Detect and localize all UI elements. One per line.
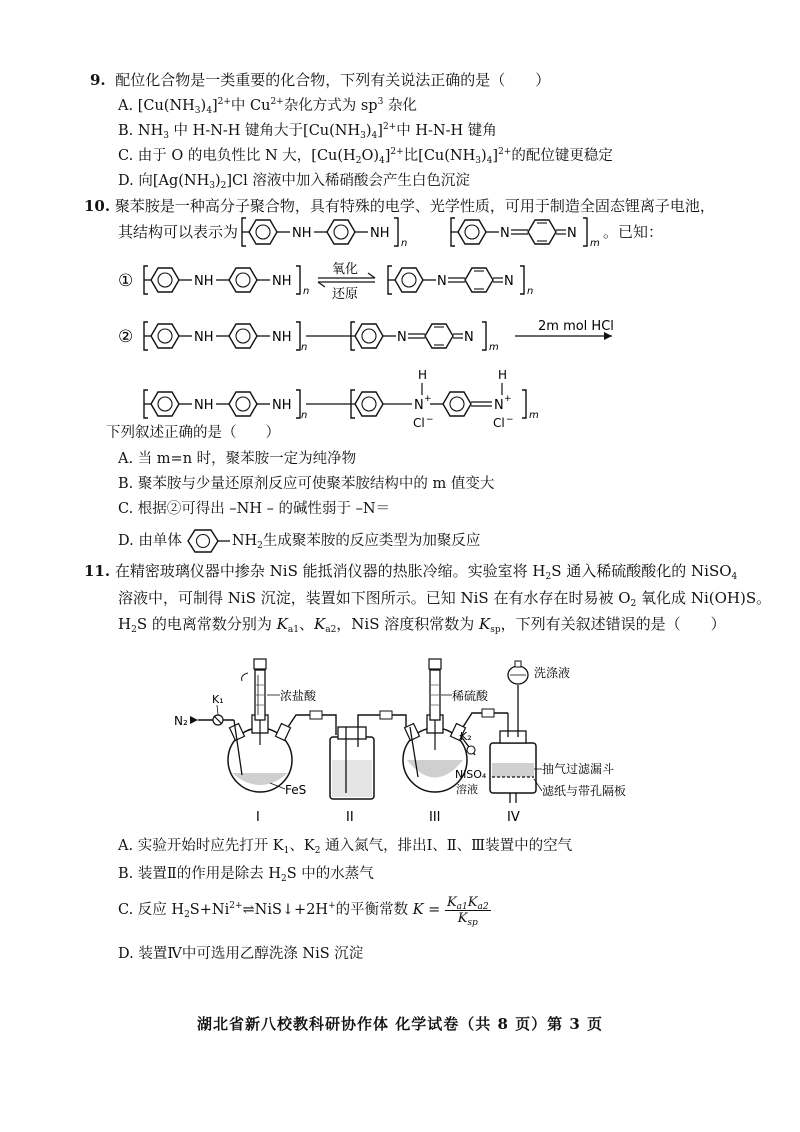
apparatus-iv [490, 661, 626, 825]
aniline-ring [182, 528, 232, 554]
svg-text:H: H [498, 368, 508, 382]
svg-text:n: n [527, 286, 534, 297]
q10-option-c: C. 根据②可得出 –NH – 的碱性弱于 –N＝ [118, 501, 391, 517]
equilibrium-constant-fraction: $\frac{K_{a1}K_{a2}}{K_{sp}}$ [446, 894, 489, 928]
hcl-label: 2m mol HCl [538, 319, 614, 334]
nh-label: NH [292, 226, 312, 241]
q10-stem-line2-pre: 其结构可以表示为 [118, 223, 239, 241]
svg-text:−: − [426, 415, 434, 425]
polyaniline-general-structure [242, 218, 600, 249]
k2-label: K₂ [460, 730, 472, 743]
svg-text:I: I [256, 810, 260, 825]
svg-text:m: m [529, 410, 539, 421]
q11-option-a: A. 实验开始时应先打开 $K_1$、$K_2$ 通入氮气，排出Ⅰ、Ⅱ、Ⅲ装置中的空气 [118, 838, 573, 856]
n2-label: N₂ [174, 714, 188, 728]
fes-label: FeS [285, 783, 307, 797]
solution-label: 溶液 [456, 783, 478, 796]
svg-text:Cl: Cl [493, 416, 505, 430]
equation-2-product [144, 368, 539, 430]
q11-option-b: B. 装置Ⅱ的作用是除去 $H_2S$ 中的水蒸气 [118, 866, 374, 884]
svg-text:NH: NH [194, 274, 214, 289]
apparatus-ii [330, 711, 406, 825]
q11-stem-line1: 11. 在精密玻璃仪器中掺杂 NiS 能抵消仪器的热胀冷缩。实验室将 $H_2S$ 通入稀硫酸酸化的 NiSO$_4$ [84, 562, 738, 582]
svg-text:+: + [424, 394, 432, 404]
q11-stem-line3: $H_2S$ 的电离常数分别为 $K_{a1}$、$K_{a2}$，NiS 溶度积常数为 $K_{sp}$，下列有关叙述错误的是（ ） [118, 615, 726, 635]
q9-stem: 9. 配位化合物是一类重要的化合物，下列有关说法正确的是（ ） [90, 71, 551, 89]
svg-text:N: N [567, 226, 577, 241]
apparatus-diagram [170, 645, 640, 825]
q11-stem-line2: 溶液中，可制得 NiS 沉淀，装置如下图所示。已知 NiS 在有水存在时易被 $O_2$ 氧化成 Ni(OH)S。 [118, 589, 772, 609]
q10-option-b: B. 聚苯胺与少量还原剂反应可使聚苯胺结构中的 m 值变大 [118, 476, 495, 492]
reduce-label: 还原 [332, 287, 359, 302]
svg-text:NH: NH [194, 330, 214, 345]
svg-text:N: N [414, 398, 424, 413]
polyaniline-structures [0, 205, 800, 440]
svg-text:N: N [500, 226, 510, 241]
oxidize-label: 氧化 [332, 262, 359, 277]
svg-text:n: n [301, 410, 308, 421]
q10-option-a: A. 当 m=n 时，聚苯胺一定为纯净物 [118, 451, 357, 467]
niso4-label: NiSO₄ [455, 768, 487, 781]
svg-text:NH: NH [272, 274, 292, 289]
q10-option-d: D. 由单体 $NH_2$生成聚苯胺的反应类型为加聚反应 [118, 528, 480, 554]
k1-label: K₁ [212, 693, 224, 706]
q9-option-b: B. $NH_3$ 中 H-N-H 键角大于$[Cu(NH_3)_4]^{2+}$中 H-N-H 键角 [118, 122, 497, 141]
q9-option-a: A. $[Cu(NH_3)_4]^{2+}$中 $Cu^{2+}$杂化方式为 $sp^3$ 杂化 [118, 97, 417, 116]
svg-text:NH: NH [194, 398, 214, 413]
q11-option-d: D. 装置Ⅳ中可选用乙醇洗涤 NiS 沉淀 [118, 946, 364, 962]
svg-text:III: III [429, 810, 441, 825]
svg-text:n: n [301, 342, 308, 353]
svg-text:①: ① [118, 271, 134, 291]
svg-text:NH: NH [272, 398, 292, 413]
conc-hcl-label: 浓盐酸 [280, 689, 317, 703]
nh-label: NH [370, 226, 390, 241]
svg-text:H: H [418, 368, 428, 382]
q10-stem-line2-post: 。已知： [603, 223, 664, 241]
svg-text:N: N [464, 330, 474, 345]
equation-1 [118, 262, 533, 302]
svg-text:Cl: Cl [413, 416, 425, 430]
wash-liquid-label: 洗涤液 [534, 666, 571, 680]
svg-text:N: N [504, 274, 514, 289]
subscript-m: m [590, 238, 600, 249]
dil-h2so4-label: 稀硫酸 [452, 689, 489, 703]
funnel-label: 抽气过滤漏斗 [542, 762, 615, 776]
svg-text:N: N [437, 274, 447, 289]
q9-option-d: D. 向$[Ag(NH_3)_2]Cl$ 溶液中加入稀硝酸会产生白色沉淀 [118, 173, 470, 191]
filter-label: 滤纸与带孔隔板 [542, 784, 627, 798]
apparatus-iii [403, 659, 489, 825]
svg-text:N: N [494, 398, 504, 413]
svg-text:II: II [346, 810, 354, 825]
q11-option-c: C. 反应 $H_2S+Ni^{2+}\rightleftharpoons NiS↓+2H^+$的平衡常数 K = $\frac{K_{a1}K_{a2}}{K_{sp}}$ [118, 894, 489, 928]
svg-text:m: m [489, 342, 499, 353]
equation-2 [118, 319, 614, 353]
svg-text:−: − [506, 415, 514, 425]
q10-stem-line1: 10. 聚苯胺是一种高分子聚合物，具有特殊的电学、光学性质，可用于制造全固态锂离子电池， [84, 197, 715, 215]
q9-option-c: C. 由于 O 的电负性比 N 大，$[Cu(H_2O)_4]^{2+}$比$[Cu(NH_3)_4]^{2+}$的配位键更稳定 [118, 147, 613, 166]
subscript-n: n [401, 238, 408, 249]
apparatus-i [174, 659, 317, 825]
svg-text:n: n [303, 286, 310, 297]
svg-text:IV: IV [507, 810, 520, 825]
svg-text:+: + [504, 394, 512, 404]
svg-text:NH: NH [272, 330, 292, 345]
q10-question: 下列叙述正确的是（ ） [106, 425, 280, 441]
page-footer: 湖北省新八校教科研协作体 化学试卷（共 8 页）第 3 页 [197, 1015, 603, 1033]
svg-text:②: ② [118, 327, 134, 347]
svg-text:N: N [397, 330, 407, 345]
